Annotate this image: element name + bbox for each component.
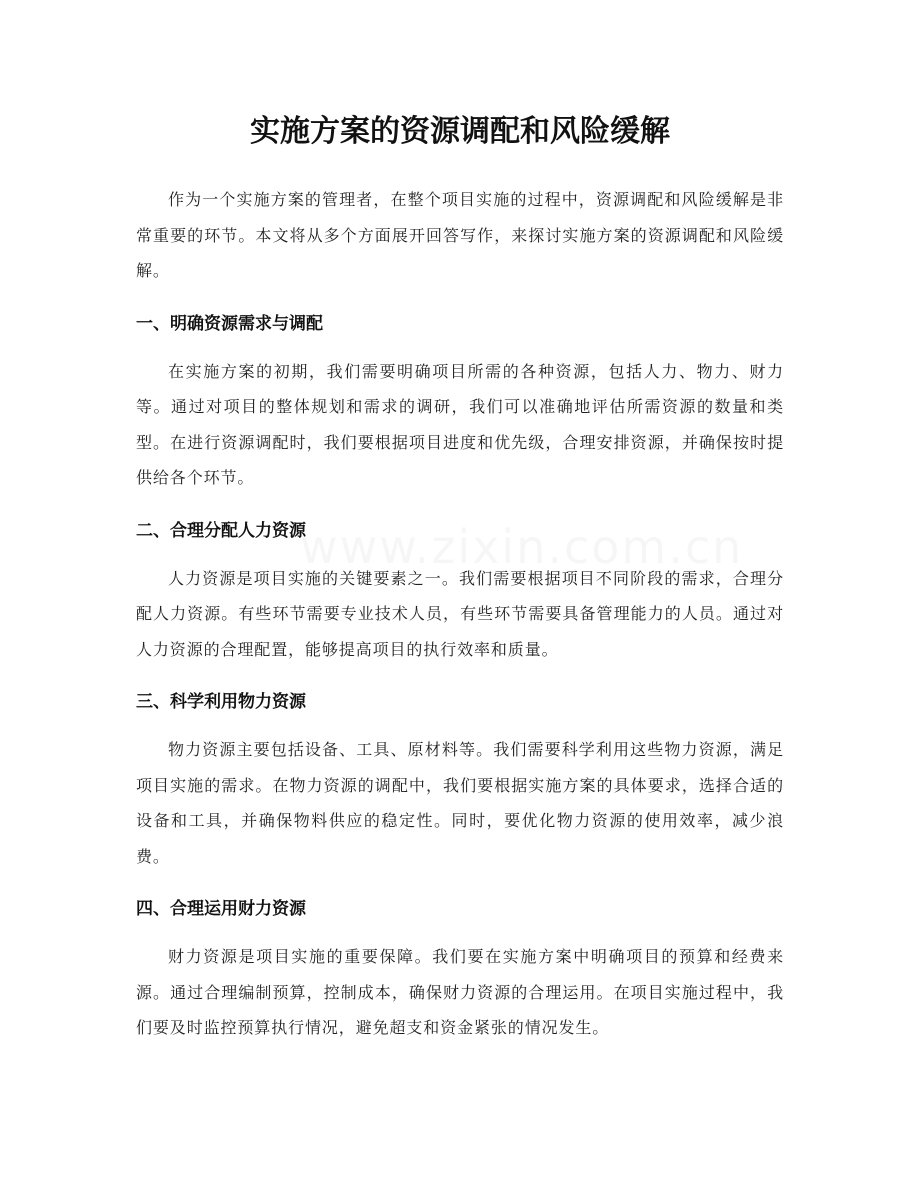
section-heading: 二、合理分配人力资源 [136,520,306,541]
section-heading: 四、合理运用财力资源 [136,899,306,919]
document-title: 实施方案的资源调配和风险缓解 [250,114,670,149]
intro-paragraph: 作为一个实施方案的管理者，在整个项目实施的过程中，资源调配和风险缓解是非常重要的环节。本文将从多个方面展开回答写作，来探讨实施方案的资源调配和风险缓解。 [136,190,784,280]
section-2 [136,518,784,668]
section-4 [136,896,784,1046]
section-paragraph: 人力资源是项目实施的关键要素之一。我们需要根据项目不同阶段的需求，合理分配人力资源。有些环节需要专业技术人员，有些环节需要具备管理能力的人员。通过对人力资源的合理配置，能够提高项目的执行效率和质量。 [136,568,784,659]
section-heading: 三、科学利用物力资源 [136,692,306,712]
section-1 [136,311,784,496]
section-paragraph: 财力资源是项目实施的重要保障。我们要在实施方案中明确项目的预算和经费来源。通过合理编制预算，控制成本，确保财力资源的合理运用。在项目实施过程中，我们要及时监控预算执行情况，避免超支和资金紧张的情况发生。 [136,947,784,1037]
section-paragraph: 在实施方案的初期，我们需要明确项目所需的各种资源，包括人力、物力、财力等。通过对项目的整体规划和需求的调研，我们可以准确地评估所需资源的数量和类型。在进行资源调配时，我们要根据项目进度和优先级，合理安排资源，并确保按时提供给各个环节。 [136,361,784,487]
document-body [136,182,784,1046]
section-3 [136,689,784,874]
section-heading: 一、明确资源需求与调配 [136,313,323,334]
section-paragraph: 物力资源主要包括设备、工具、原材料等。我们需要科学利用这些物力资源，满足项目实施的需求。在物力资源的调配中，我们要根据实施方案的具体要求，选择合适的设备和工具，并确保物料供应的稳定性。同时，要优化物力资源的使用效率，减少浪费。 [136,740,784,866]
